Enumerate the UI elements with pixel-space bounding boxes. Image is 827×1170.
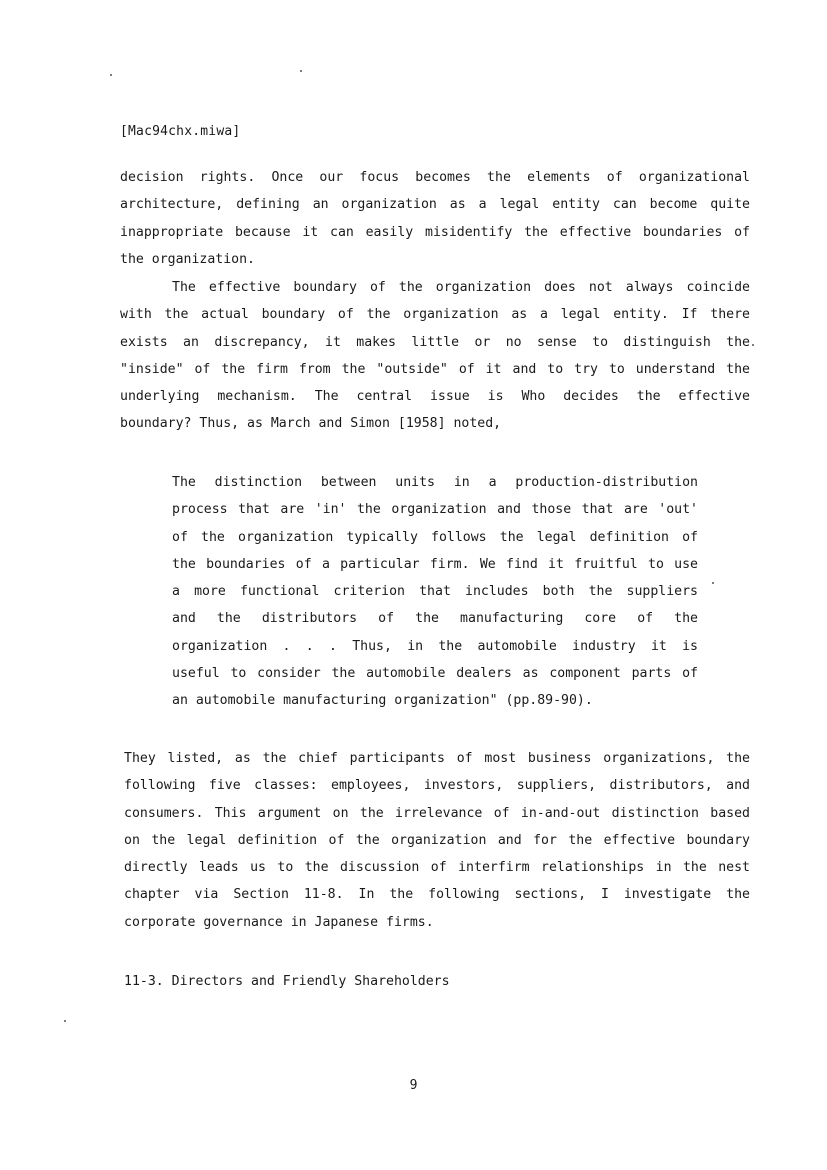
- text-line: consumers. This argument on the irrelevance of in-and-out distinction based: [124, 805, 750, 821]
- paragraph-3: [124, 745, 750, 936]
- text-line: directly leads us to the discussion of interfirm relationships in the nest: [124, 860, 750, 876]
- paragraph-2: [120, 274, 750, 438]
- quote-line: of the organization typically follows the legal definition of: [172, 529, 698, 545]
- text-line: architecture, defining an organization as a legal entity can become quite: [120, 197, 750, 213]
- text-line: underlying mechanism. The central issue is Who decides the effective: [120, 389, 750, 405]
- quote-line: an automobile manufacturing organization" (pp.89-90).: [172, 693, 593, 709]
- scan-speck: [110, 74, 112, 76]
- text-line: exists an discrepancy, it makes little or no sense to distinguish the: [120, 334, 750, 350]
- text-line: corporate governance in Japanese firms.: [124, 914, 434, 930]
- quote-line: and the distributors of the manufacturing core of the: [172, 611, 698, 627]
- quote-line: process that are 'in' the organization and those that are 'out': [172, 502, 698, 518]
- text-line: following five classes: employees, investors, suppliers, distributors, and: [124, 778, 750, 794]
- text-line: chapter via Section 11-8. In the following sections, I investigate the: [124, 887, 750, 903]
- quote-line: organization . . . Thus, in the automobile industry it is: [172, 638, 698, 654]
- scan-speck: [752, 344, 754, 346]
- text-line: boundary? Thus, as March and Simon [1958] noted,: [120, 416, 502, 432]
- text-line: The effective boundary of the organization does not always coincide: [172, 280, 750, 295]
- scan-speck: [712, 582, 714, 584]
- page-number: 9: [409, 1078, 418, 1093]
- quote-line: the boundaries of a particular firm. We find it fruitful to use: [172, 556, 698, 572]
- scan-speck: [64, 1020, 66, 1022]
- paragraph-1: [120, 164, 750, 273]
- quote-line: The distinction between units in a production-distribution: [172, 475, 698, 490]
- text-line: They listed, as the chief participants of most business organizations, the: [124, 751, 750, 766]
- text-line: "inside" of the firm from the "outside" of it and to try to understand the: [120, 361, 750, 377]
- text-line: with the actual boundary of the organization as a legal entity. If there: [120, 307, 750, 323]
- section-heading: 11-3. Directors and Friendly Shareholders: [124, 974, 450, 989]
- text-line: decision rights. Once our focus becomes the elements of organizational: [120, 170, 750, 185]
- text-line: the organization.: [120, 251, 255, 267]
- text-line: on the legal definition of the organization and for the effective boundary: [124, 832, 750, 848]
- text-line: inappropriate because it can easily misidentify the effective boundaries of: [120, 224, 750, 240]
- block-quotation: [172, 469, 698, 715]
- scan-speck: [300, 70, 302, 72]
- quote-line: useful to consider the automobile dealers as component parts of: [172, 666, 698, 682]
- file-tag: [Mac94chx.miwa]: [120, 124, 241, 139]
- quote-line: a more functional criterion that includes both the suppliers: [172, 584, 698, 600]
